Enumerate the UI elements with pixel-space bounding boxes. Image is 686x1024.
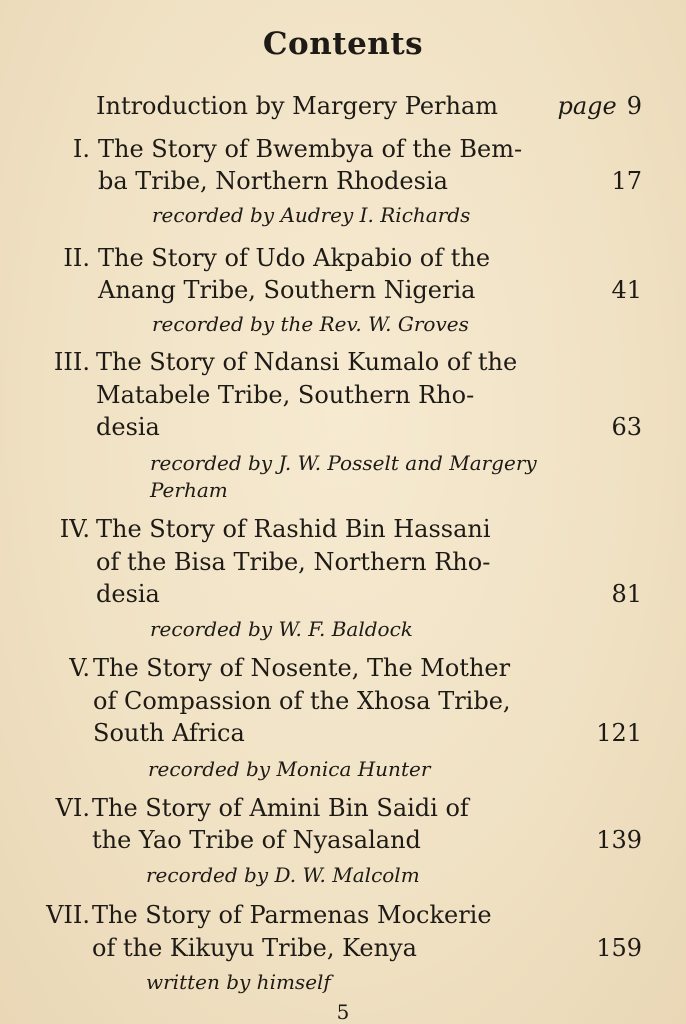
entry-title-line: desia bbox=[96, 580, 160, 608]
entry-title-line: The Story of Nosente, The Mother bbox=[93, 654, 511, 682]
entry-page-number: 121 bbox=[596, 719, 642, 747]
page-title: Contents bbox=[262, 26, 424, 62]
entry-page-number: 41 bbox=[611, 276, 642, 304]
entry-numeral: IV. bbox=[59, 515, 90, 543]
entry-title-line: Anang Tribe, Southern Nigeria bbox=[98, 276, 476, 304]
entry-credit: recorded by the Rev. W. Groves bbox=[152, 312, 469, 336]
entry-numeral: VII. bbox=[46, 901, 90, 929]
entry-title-line: The Story of Parmenas Mockerie bbox=[92, 901, 492, 929]
entry-numeral: VI. bbox=[55, 794, 90, 822]
entry-numeral: II. bbox=[63, 244, 90, 272]
entry-title-line: The Story of Bwembya of the Bem- bbox=[98, 135, 523, 163]
entry-credit: written by himself bbox=[146, 970, 331, 994]
entry-title-line: of Compassion of the Xhosa Tribe, bbox=[93, 687, 511, 715]
introduction-entry: Introduction by Margery Perham bbox=[96, 92, 499, 120]
entry-numeral: III. bbox=[53, 348, 90, 376]
entry-page-number: 81 bbox=[611, 580, 642, 608]
entry-credit: recorded by Monica Hunter bbox=[148, 757, 431, 781]
entry-title-line: South Africa bbox=[93, 719, 245, 747]
page-word: page bbox=[557, 92, 617, 120]
entry-page-number: 17 bbox=[611, 167, 642, 195]
entry-credit: recorded by D. W. Malcolm bbox=[146, 863, 420, 887]
entry-title-line: the Yao Tribe of Nyasaland bbox=[92, 826, 421, 854]
entry-credit: recorded by J. W. Posselt and Margery bbox=[150, 451, 537, 475]
entry-title-line: The Story of Amini Bin Saidi of bbox=[92, 794, 469, 822]
entry-title-line: The Story of Rashid Bin Hassani bbox=[96, 515, 491, 543]
folio-number: 5 bbox=[336, 1000, 350, 1024]
entry-credit: recorded by Audrey I. Richards bbox=[152, 203, 471, 227]
entry-numeral: V. bbox=[69, 654, 90, 682]
entry-page-number: 159 bbox=[596, 934, 642, 962]
entry-numeral: I. bbox=[72, 135, 90, 163]
introduction-page bbox=[557, 90, 642, 122]
entry-title-line: of the Bisa Tribe, Northern Rho- bbox=[96, 548, 491, 576]
entry-title-line: Matabele Tribe, Southern Rho- bbox=[96, 381, 475, 409]
entry-page-number: 139 bbox=[596, 826, 642, 854]
introduction-page-number: 9 bbox=[626, 92, 642, 120]
entry-title-line: desia bbox=[96, 413, 160, 441]
entry-page-number: 63 bbox=[611, 413, 642, 441]
entry-title-line: of the Kikuyu Tribe, Kenya bbox=[92, 934, 417, 962]
entry-title-line: ba Tribe, Northern Rhodesia bbox=[98, 167, 448, 195]
entry-title-line: The Story of Ndansi Kumalo of the bbox=[96, 348, 518, 376]
entry-credit: recorded by W. F. Baldock bbox=[150, 617, 413, 641]
entry-title-line: The Story of Udo Akpabio of the bbox=[98, 244, 491, 272]
entry-credit: Perham bbox=[150, 478, 228, 502]
